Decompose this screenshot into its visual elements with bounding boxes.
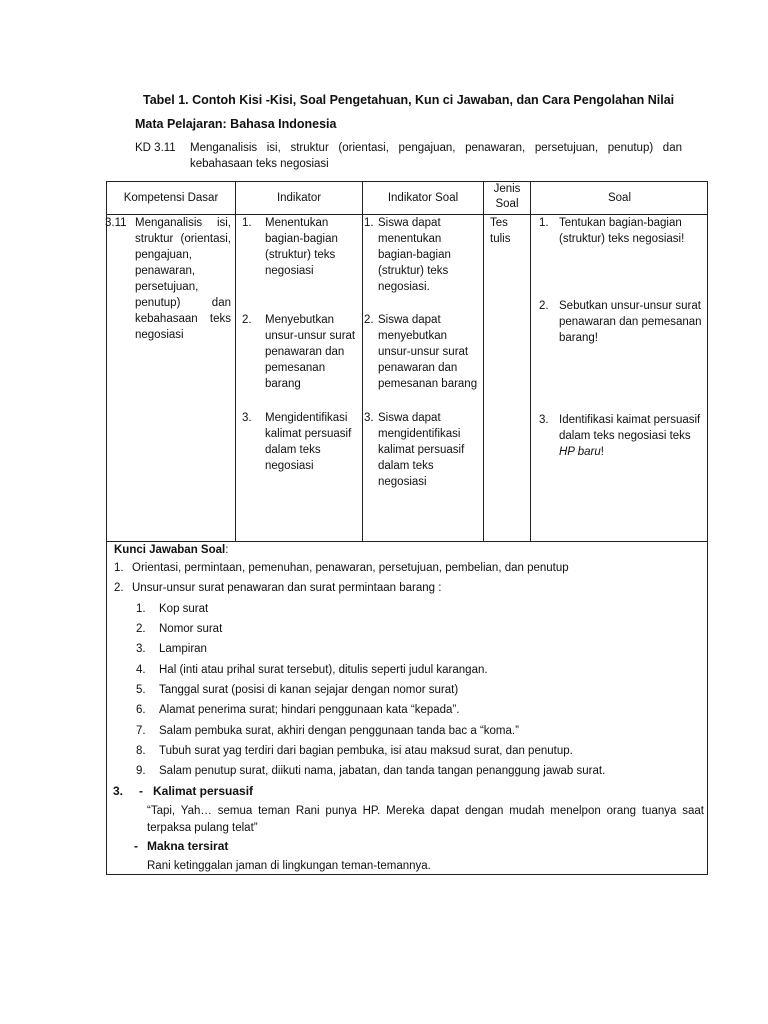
answer-key-section [107, 542, 707, 872]
document-title: Tabel 1. Contoh Kisi -Kisi, Soal Pengetahuan, Kun ci Jawaban, dan Cara Pengolahan Nilai [143, 93, 675, 107]
kd-description-line1: Menganalisis isi, struktur (orientasi, pengajuan, penawaran, persetujuan, penutup) dan [190, 142, 682, 154]
answer-2-subitem-number: 5. [136, 684, 146, 696]
soal-item-3-text: Identifikasi kaimat persuasif dalam teks negosiasi teks [559, 414, 701, 442]
implied-meaning-text: Rani ketinggalan jaman di lingkungan teman-temannya. [147, 860, 431, 872]
header-indikator: Indikator [276, 192, 322, 204]
soal-number-3: 3. [539, 414, 549, 426]
answer-2-subitem: Salam penutup surat, diikuti nama, jabatan, dan tanda tangan penanggung jawab surat. [159, 765, 606, 777]
implied-meaning-label: Makna tersirat [147, 839, 229, 853]
answer-3-number: 3. [113, 784, 124, 798]
answer-2-subitem-number: 6. [136, 704, 146, 716]
soal-item-1: Tentukan bagian-bagian (struktur) teks negosiasi! [559, 217, 685, 245]
answer-2-subitem: Alamat penerima surat; hindari penggunaan kata “kepada”. [159, 704, 460, 716]
indikator-soal-item-2: Siswa dapat menyebutkan unsur-unsur surat penawaran dan pemesanan barang [378, 314, 478, 390]
answer-2-text: Unsur-unsur surat penawaran dan surat permintaan barang : [132, 582, 442, 594]
column-divider [530, 182, 531, 541]
kompetensi-number: 3.11 [105, 217, 127, 229]
answer-2-subitem-number: 3. [136, 643, 146, 655]
kd-code: KD 3.11 [135, 142, 176, 154]
answer-2-subitem: Nomor surat [159, 623, 223, 635]
answer-2-subitem-number: 2. [136, 623, 146, 635]
answer-2-subitem: Lampiran [159, 643, 207, 655]
answer-2-subitem: Hal (inti atau prihal surat tersebut), ditulis seperti judul karangan. [159, 664, 488, 676]
answer-3-dash: - [139, 784, 143, 798]
answer-key-heading: Kunci Jawaban Soal [114, 544, 226, 556]
indikator-item-3: Mengidentifikasi kalimat persuasif dalam teks negosiasi [265, 412, 352, 472]
indikator-item-2: Menyebutkan unsur-unsur surat penawaran dan pemesanan barang [265, 314, 356, 390]
soal-number-2: 2. [539, 300, 549, 312]
soal-item-3-end: ! [600, 446, 604, 458]
indikator-soal-item-1: Siswa dapat menentukan bagian-bagian (struktur) teks negosiasi. [378, 217, 451, 293]
answer-3-quote-line2: terpaksa pulang telat” [147, 822, 258, 834]
answer-3-label: Kalimat persuasif [153, 784, 254, 798]
indikator-number-3: 3. [242, 412, 252, 424]
soal-item-2: Sebutkan unsur-unsur surat penawaran dan pemesanan barang! [559, 300, 702, 344]
kd-description-line2: kebahasaan teks negosiasi [190, 158, 329, 170]
column-divider [235, 182, 236, 541]
header-soal: Soal [607, 192, 632, 204]
indikator-number-1: 1. [242, 217, 252, 229]
answer-2-subitem: Salam pembuka surat, akhiri dengan penggunaan tanda bac a “koma.” [159, 725, 519, 737]
kisi-kisi-table [106, 181, 708, 875]
column-divider [483, 182, 484, 541]
answer-1-text: Orientasi, permintaan, pemenuhan, penawaran, persetujuan, pembelian, dan penutup [132, 562, 569, 574]
soal-number-1: 1. [539, 217, 549, 229]
jenis-soal-value: Tes tulis [490, 217, 511, 245]
answer-2-subitem-number: 7. [136, 725, 146, 737]
indikator-soal-number-2: 2. [364, 314, 374, 326]
answer-2-subitem-number: 1. [136, 603, 146, 615]
answer-2-subitem-number: 4. [136, 664, 146, 676]
column-divider [362, 182, 363, 541]
answer-2-subitem-number: 9. [136, 765, 146, 777]
answer-1-number: 1. [114, 562, 124, 574]
soal-item-3 [559, 412, 705, 460]
answer-2-number: 2. [114, 582, 124, 594]
indikator-soal-number-3: 3. [364, 412, 374, 424]
soal-item-3-italic: HP baru [559, 446, 601, 458]
answer-2-subitem: Tanggal surat (posisi di kanan sejajar dengan nomor surat) [159, 684, 459, 696]
answer-2-subitem-number: 8. [136, 745, 146, 757]
header-indikator-soal: Indikator Soal [387, 192, 459, 204]
answer-3-quote-line1: “Tapi, Yah… semua teman Rani punya HP. Mereka dapat dengan mudah menelpon orang tuanya saat [147, 805, 704, 817]
subject-heading: Mata Pelajaran: Bahasa Indonesia [135, 117, 337, 131]
answer-key-heading-row [114, 542, 228, 558]
indikator-number-2: 2. [242, 314, 252, 326]
answer-2-subitem: Kop surat [159, 603, 209, 615]
indikator-soal-item-3: Siswa dapat mengidentifikasi kalimat persuasif dalam teks negosiasi [378, 412, 465, 488]
header-jenis-soal: Jenis Soal [493, 183, 521, 210]
answer-key-heading-colon: : [225, 544, 229, 556]
indikator-soal-number-1: 1. [364, 217, 374, 229]
implied-meaning-dash: - [134, 839, 138, 853]
header-kompetensi-dasar: Kompetensi Dasar [123, 192, 219, 204]
kompetensi-text: Menganalisis isi, struktur (orientasi, pengajuan, penawaran, persetujuan, penutup) dan kebahasaan teks negosiasi [135, 217, 231, 341]
answer-2-subitem: Tubuh surat yag terdiri dari bagian pembuka, isi atau maksud surat, dan penutup. [159, 745, 573, 757]
indikator-item-1: Menentukan bagian-bagian (struktur) teks negosiasi [265, 217, 338, 277]
